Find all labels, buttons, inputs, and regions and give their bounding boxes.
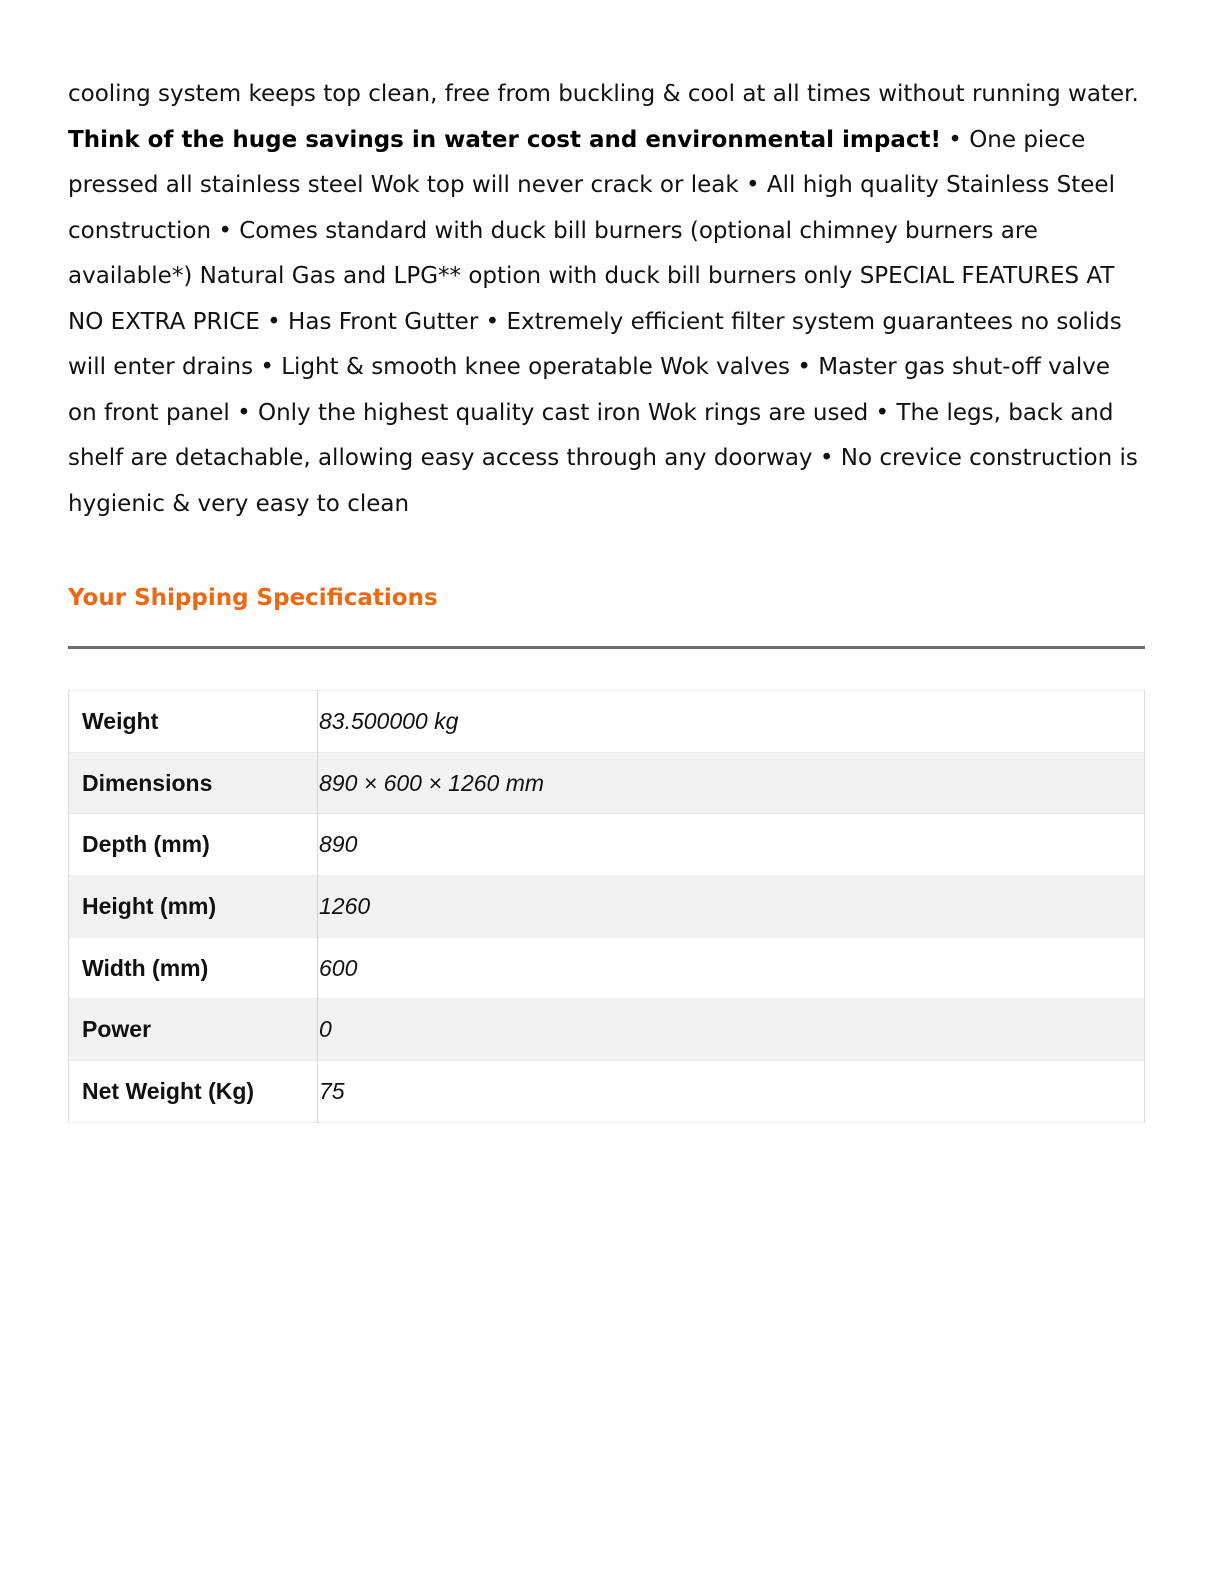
spec-value: 1260: [318, 876, 1145, 938]
product-description: [68, 72, 1145, 527]
description-highlight: Think of the huge savings in water cost and environmental impact!: [68, 126, 941, 153]
table-row: [69, 691, 1145, 753]
product-page: [68, 72, 1145, 1104]
table-row: [69, 937, 1145, 999]
spec-label: Width (mm): [69, 937, 318, 999]
spec-value: 890: [318, 814, 1145, 876]
shipping-specifications-heading: Your Shipping Specifications: [68, 585, 438, 611]
shipping-specifications-table: [68, 690, 1145, 1123]
spec-label: Weight: [69, 691, 318, 753]
table-row: [69, 876, 1145, 938]
spec-label: Power: [69, 999, 318, 1061]
spec-label: Net Weight (Kg): [69, 1061, 318, 1123]
table-row: [69, 999, 1145, 1061]
description-intro: cooling system keeps top clean, free from buckling & cool at all times without running water.: [68, 81, 1139, 107]
spec-value: 75: [318, 1061, 1145, 1123]
table-row: [69, 1061, 1145, 1123]
spec-value: 600: [318, 937, 1145, 999]
table-row: [69, 814, 1145, 876]
table-row: [69, 752, 1145, 814]
description-features: • One piece pressed all stainless steel Wok top will never crack or leak • All high quality Stainless Steel construction • Comes standard with duck bill burners (optional chimney burners are available*) Natural Gas and LPG** option with duck bill burners only SPECIAL FEATURES AT NO EXTRA PRICE • Has Front Gutter • Extremely efficient filter system guarantees no solids will enter drains • Light & smooth knee operatable Wok valves • Master gas shut-off valve on front panel • Only the highest quality cast iron Wok rings are used • The legs, back and shelf are detachable, allowing easy access through any doorway • No crevice construction is hygienic & very easy to clean: [68, 126, 1138, 517]
spec-label: Depth (mm): [69, 814, 318, 876]
section-divider: [68, 646, 1145, 649]
spec-label: Dimensions: [69, 752, 318, 814]
spec-label: Height (mm): [69, 876, 318, 938]
spec-value: 0: [318, 999, 1145, 1061]
spec-value: 83.500000 kg: [318, 691, 1145, 753]
spec-value: 890 × 600 × 1260 mm: [318, 752, 1145, 814]
